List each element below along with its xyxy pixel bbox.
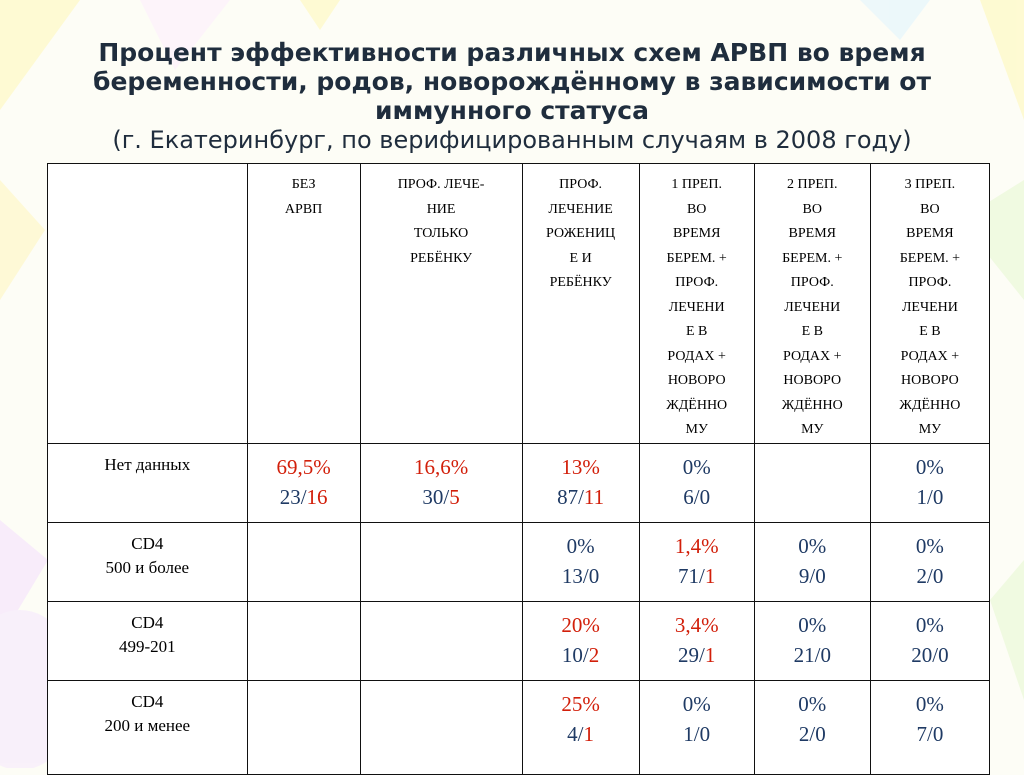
value-cell: [639, 443, 754, 522]
header-cell-no-arvp: [247, 164, 360, 444]
cell-total: 23/: [279, 484, 307, 509]
value-cell: [870, 680, 989, 774]
cell-percent: 0%: [682, 691, 711, 716]
cell-total: 21/: [793, 642, 821, 667]
cell-total: 7/: [916, 721, 933, 746]
cell-value: [361, 444, 522, 512]
header-text: БЕЗ АРВП: [284, 177, 323, 217]
cell-cases: 11: [583, 484, 605, 509]
cell-value: [640, 523, 754, 591]
cell-cases: 0: [932, 484, 944, 509]
table-header-row: [48, 164, 990, 444]
header-text: ПРОФ. ЛЕЧЕ- НИЕ ТОЛЬКО РЕБЁНКУ: [397, 177, 485, 266]
header-corner-cell: [48, 164, 248, 444]
table-row: [48, 601, 990, 680]
value-cell: [247, 522, 360, 601]
cell-total: 9/: [798, 563, 816, 588]
cell-value: [871, 602, 989, 670]
cell-value: [523, 681, 639, 749]
cell-value: [871, 523, 989, 591]
cell-cases: 1: [704, 563, 716, 588]
cell-percent: 0%: [798, 691, 827, 716]
cell-percent: 1,4%: [674, 533, 719, 558]
table-row: [48, 443, 990, 522]
value-cell: [522, 443, 639, 522]
row-label-cell: [48, 680, 248, 774]
value-cell: [522, 680, 639, 774]
cell-total: 2/: [798, 721, 816, 746]
page-title: [0, 38, 1024, 155]
cell-percent: 13%: [561, 454, 600, 479]
cell-percent: 16,6%: [413, 454, 469, 479]
cell-total: 71/: [678, 563, 705, 588]
value-cell: [754, 522, 870, 601]
header-cell-mother-and-child: [522, 164, 639, 444]
cell-percent: 0%: [798, 612, 827, 637]
cell-value: [755, 523, 870, 591]
row-label-cell: [48, 443, 248, 522]
cell-total: 4/: [567, 721, 584, 746]
cell-percent: 0%: [915, 691, 944, 716]
title-line-3: иммунного статуса: [375, 96, 649, 125]
value-cell: [870, 601, 989, 680]
row-label: CD4 499-201: [118, 612, 176, 656]
cell-total: 1/: [916, 484, 933, 509]
cell-cases: 0: [815, 721, 826, 746]
cell-percent: 69,5%: [276, 454, 331, 479]
cell-cases: 0: [699, 484, 711, 509]
header-text: ПРОФ. ЛЕЧЕНИЕ РОЖЕНИЦ Е И РЕБЁНКУ: [546, 177, 616, 290]
cell-total: 13/: [561, 563, 589, 588]
title-line-2: беременности, родов, новорождённому в зависимости от: [93, 67, 931, 96]
cell-total: 29/: [678, 642, 705, 667]
header-text: 1 ПРЕП. ВО ВРЕМЯ БЕРЕМ. + ПРОФ. ЛЕЧЕНИ Е В РОДАХ + НОВОРО ЖДЁННО МУ: [666, 177, 728, 437]
value-cell: [870, 443, 989, 522]
value-cell: [754, 443, 870, 522]
cell-cases: 2: [588, 642, 600, 667]
title-subtitle: (г. Екатеринбург, по верифицированным случаям в 2008 году): [112, 126, 912, 154]
cell-total: 30/: [422, 484, 450, 509]
header-text: 3 ПРЕП. ВО ВРЕМЯ БЕРЕМ. + ПРОФ. ЛЕЧЕНИ Е В РОДАХ + НОВОРО ЖДЁННО МУ: [899, 177, 961, 437]
cell-value: [523, 602, 639, 670]
cell-cases: 0: [932, 563, 944, 588]
value-cell: [870, 522, 989, 601]
cell-cases: 5: [449, 484, 460, 509]
row-label: Нет данных: [104, 454, 191, 474]
cell-value: [871, 681, 989, 749]
row-label: CD4 200 и менее: [104, 691, 191, 735]
cell-percent: 0%: [915, 533, 944, 558]
cell-total: 10/: [561, 642, 589, 667]
cell-percent: 3,4%: [674, 612, 719, 637]
cell-cases: 0: [938, 642, 949, 667]
cell-percent: 0%: [915, 454, 944, 479]
row-label: CD4 500 и более: [105, 533, 190, 577]
value-cell: [360, 443, 522, 522]
header-cell-child-only: [360, 164, 522, 444]
value-cell: [754, 601, 870, 680]
value-cell: [247, 680, 360, 774]
cell-total: 87/: [557, 484, 584, 509]
cell-percent: 0%: [682, 454, 711, 479]
cell-value: [755, 602, 870, 670]
header-cell-2-drugs: [754, 164, 870, 444]
cell-cases: 1: [704, 642, 716, 667]
cell-total: 6/: [683, 484, 700, 509]
cell-percent: 20%: [561, 612, 600, 637]
efficiency-table: [47, 163, 990, 775]
cell-cases: 0: [815, 563, 826, 588]
cell-value: [248, 444, 360, 512]
cell-cases: 16: [306, 484, 328, 509]
cell-percent: 0%: [566, 533, 595, 558]
table-row: [48, 680, 990, 774]
cell-cases: 0: [699, 721, 711, 746]
value-cell: [247, 443, 360, 522]
header-cell-3-drugs: [870, 164, 989, 444]
value-cell: [639, 680, 754, 774]
row-label-cell: [48, 522, 248, 601]
cell-percent: 0%: [798, 533, 827, 558]
cell-total: 20/: [911, 642, 939, 667]
cell-percent: 25%: [561, 691, 600, 716]
value-cell: [247, 601, 360, 680]
cell-cases: 0: [932, 721, 944, 746]
cell-total: 1/: [683, 721, 700, 746]
value-cell: [639, 601, 754, 680]
cell-percent: 0%: [915, 612, 944, 637]
cell-value: [523, 523, 639, 591]
cell-value: [871, 444, 989, 512]
cell-cases: 1: [583, 721, 595, 746]
table-row: [48, 522, 990, 601]
value-cell: [639, 522, 754, 601]
value-cell: [754, 680, 870, 774]
cell-value: [523, 444, 639, 512]
value-cell: [360, 680, 522, 774]
cell-value: [640, 681, 754, 749]
value-cell: [522, 522, 639, 601]
cell-total: 2/: [916, 563, 933, 588]
cell-value: [640, 602, 754, 670]
row-label-cell: [48, 601, 248, 680]
cell-value: [640, 444, 754, 512]
cell-cases: 0: [820, 642, 831, 667]
cell-value: [755, 681, 870, 749]
header-text: 2 ПРЕП. ВО ВРЕМЯ БЕРЕМ. + ПРОФ. ЛЕЧЕНИ Е В РОДАХ + НОВОРО ЖДЁННО МУ: [781, 177, 843, 437]
title-line-1: Процент эффективности различных схем АРВП во время: [98, 38, 926, 67]
value-cell: [360, 601, 522, 680]
value-cell: [360, 522, 522, 601]
header-cell-1-drug: [639, 164, 754, 444]
cell-cases: 0: [588, 563, 600, 588]
value-cell: [522, 601, 639, 680]
